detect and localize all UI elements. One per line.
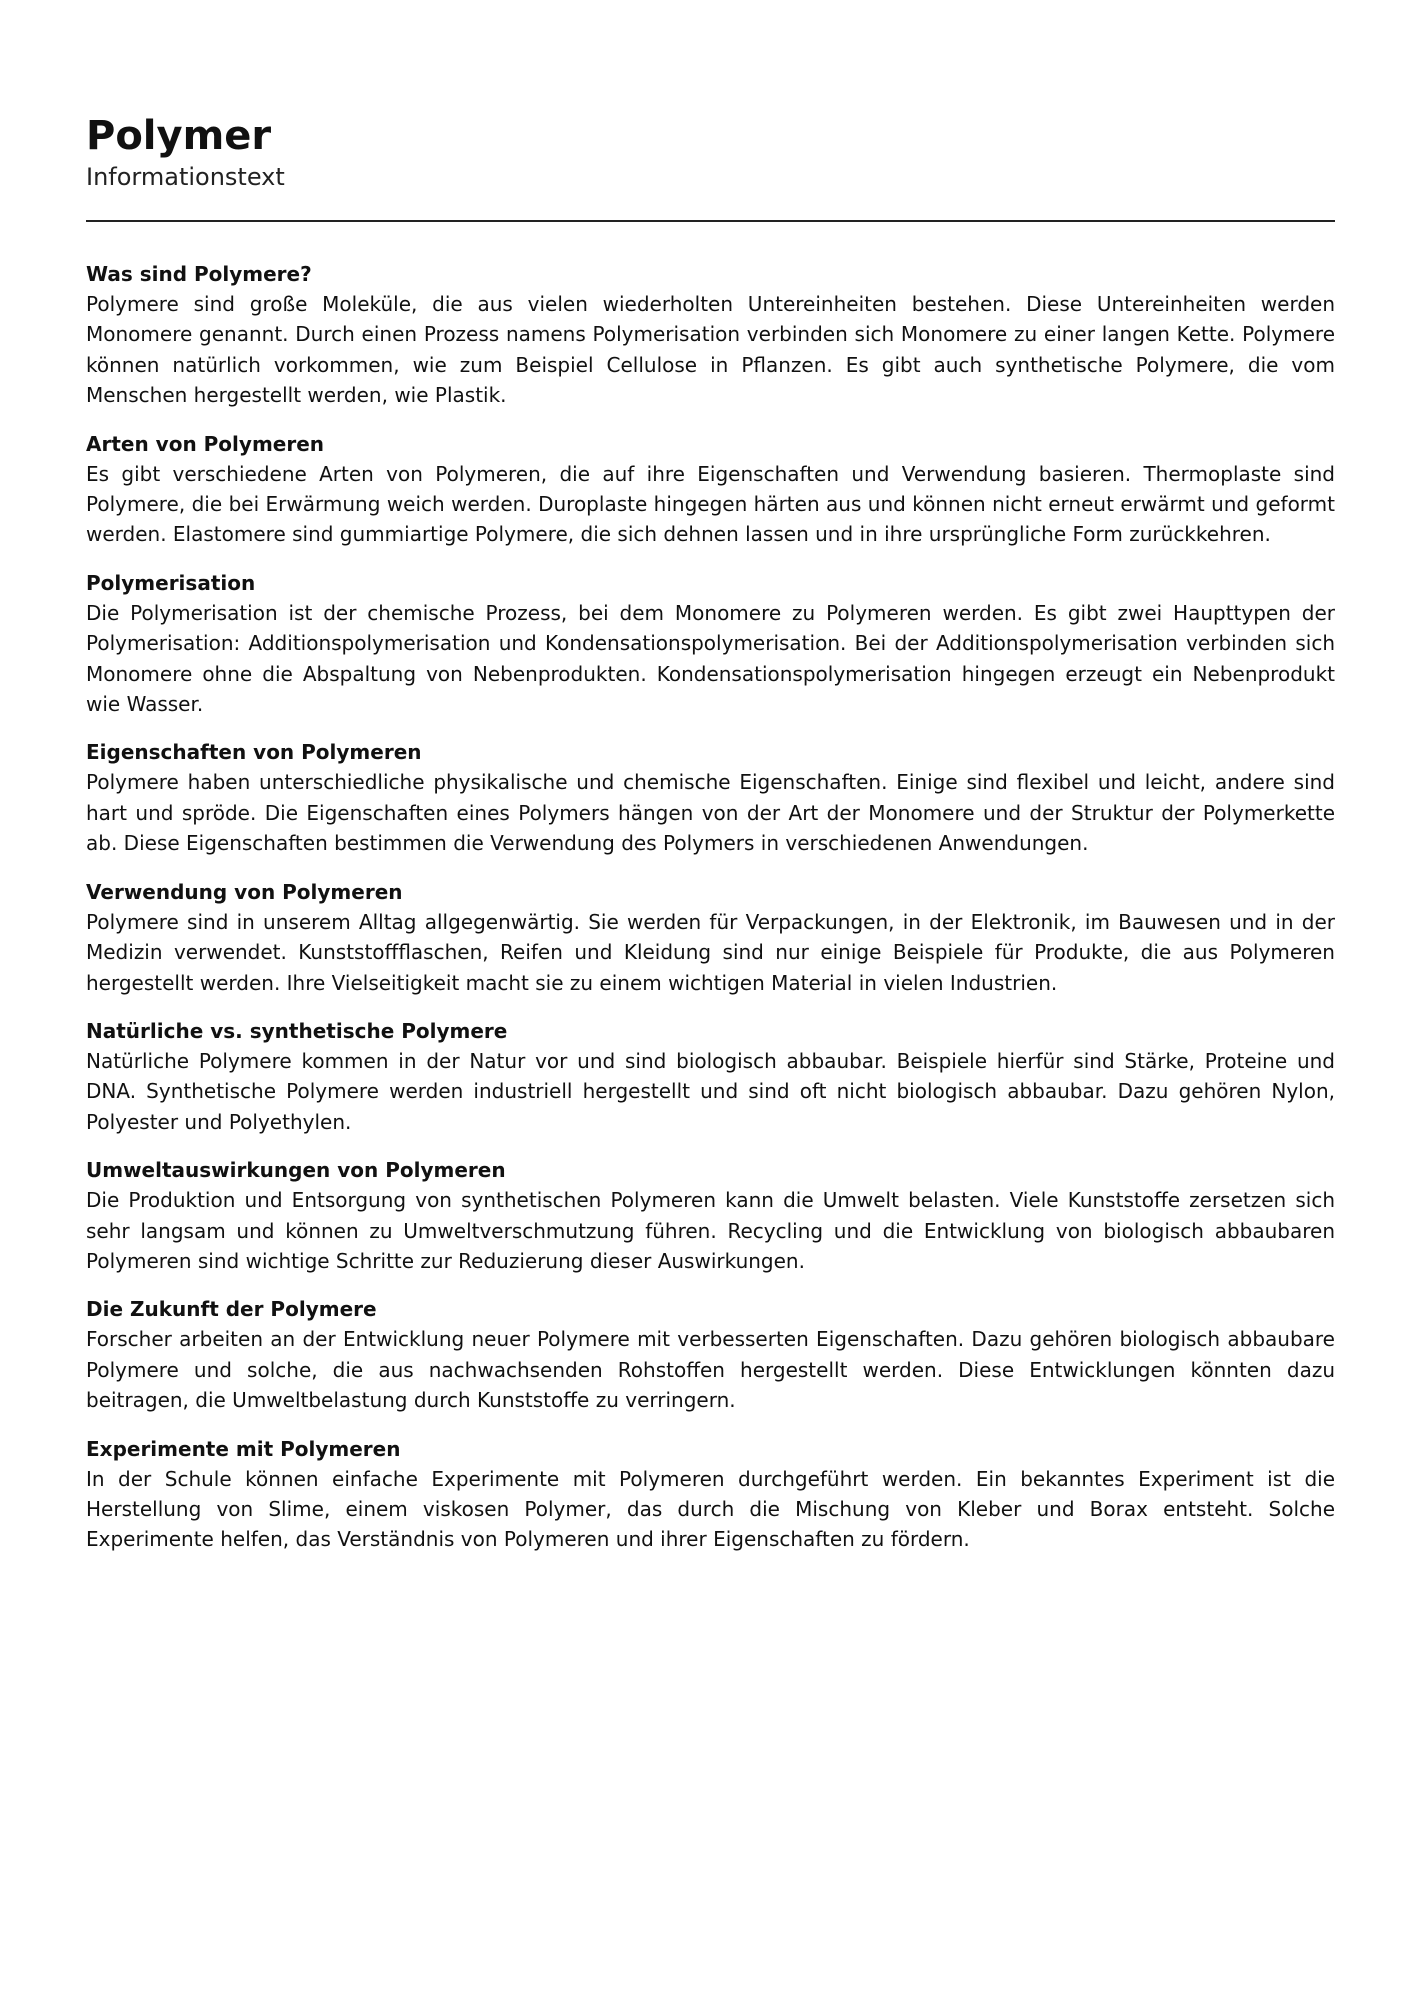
section-body: Polymere sind große Moleküle, die aus vielen wiederholten Untereinheiten bestehen. Diese Untereinheiten werden Monomere genannt. Durch einen Prozess namens Polymerisation verbinden sich Monomere zu einer langen Kette. Polymere können natürlich vorkommen, wie zum Beispiel Cellulose in Pflanzen. Es gibt auch synthetische Polymere, die vom Menschen hergestellt werden, wie Plastik. xyxy=(86,292,1335,408)
section-heading: Experimente mit Polymeren xyxy=(86,1436,401,1461)
section-body: Polymere haben unterschiedliche physikalische und chemische Eigenschaften. Einige sind flexibel und leicht, andere sind hart und spröde. Die Eigenschaften eines Polymers hängen von der Art der Monomere und der Struktur der Polymerkette ab. Diese Eigenschaften bestimmen die Verwendung des Polymers in verschiedenen Anwendungen. xyxy=(86,770,1335,856)
section-natuerlich-vs-synthetisch xyxy=(86,1016,1335,1137)
section-body: Die Polymerisation ist der chemische Prozess, bei dem Monomere zu Polymeren werden. Es gibt zwei Haupttypen der Polymerisation: Additionspolymerisation und Kondensationspolymerisation. Bei der Additionspolymerisation verbinden sich Monomere ohne die Abspaltung von Nebenprodukten. Kondensationspolymerisation hingegen erzeugt ein Nebenprodukt wie Wasser. xyxy=(86,600,1335,717)
section-eigenschaften xyxy=(86,737,1335,858)
document-subtitle: Informationstext xyxy=(86,163,285,191)
header-divider xyxy=(86,220,1335,222)
section-heading: Arten von Polymeren xyxy=(86,431,325,456)
section-heading: Umweltauswirkungen von Polymeren xyxy=(86,1158,506,1183)
section-heading: Eigenschaften von Polymeren xyxy=(86,740,422,765)
section-body: Es gibt verschiedene Arten von Polymeren, die auf ihre Eigenschaften und Verwendung basieren. Thermoplaste sind Polymere, die bei Erwärmung weich werden. Duroplaste hingegen härten aus und können nicht erneut erwärmt und geformt werden. Elastomere sind gummiartige Polymere, die sich dehnen lassen und in ihre ursprüngliche Form zurückkehren. xyxy=(86,461,1335,547)
section-umweltauswirkungen xyxy=(86,1155,1335,1276)
section-body: Die Produktion und Entsorgung von synthetischen Polymeren kann die Umwelt belasten. Viele Kunststoffe zersetzen sich sehr langsam und können zu Umweltverschmutzung führen. Recycling und die Entwicklung von biologisch abbaubaren Polymeren sind wichtige Schritte zur Reduzierung dieser Auswirkungen. xyxy=(86,1188,1335,1273)
section-heading: Natürliche vs. synthetische Polymere xyxy=(86,1018,508,1043)
section-body: Forscher arbeiten an der Entwicklung neuer Polymere mit verbesserten Eigenschaften. Dazu gehören biologisch abbaubare Polymere und solche, die aus nachwachsenden Rohstoffen hergestellt werden. Diese Entwicklungen könnten dazu beitragen, die Umweltbelastung durch Kunststoffe zu verringern. xyxy=(86,1327,1335,1413)
section-body: Polymere sind in unserem Alltag allgegenwärtig. Sie werden für Verpackungen, in der Elektronik, im Bauwesen und in der Medizin verwendet. Kunststoffflaschen, Reifen und Kleidung sind nur einige Beispiele für Produkte, die aus Polymeren hergestellt werden. Ihre Vielseitigkeit macht sie zu einem wichtigen Material in vielen Industrien. xyxy=(86,909,1335,995)
section-body: Natürliche Polymere kommen in der Natur vor und sind biologisch abbaubar. Beispiele hierfür sind Stärke, Proteine und DNA. Synthetische Polymere werden industriell hergestellt und sind oft nicht biologisch abbaubar. Dazu gehören Nylon, Polyester und Polyethylen. xyxy=(86,1048,1335,1134)
section-polymerisation xyxy=(86,568,1335,720)
document-title: Polymer xyxy=(86,113,272,159)
section-body: In der Schule können einfache Experimente mit Polymeren durchgeführt werden. Ein bekanntes Experiment ist die Herstellung von Slime, einem viskosen Polymer, das durch die Mischung von Kleber und Borax entsteht. Solche Experimente helfen, das Verständnis von Polymeren und ihrer Eigenschaften zu fördern. xyxy=(86,1466,1335,1552)
section-heading: Was sind Polymere? xyxy=(86,262,312,286)
section-heading: Die Zukunft der Polymere xyxy=(86,1297,377,1322)
section-heading: Verwendung von Polymeren xyxy=(86,879,403,904)
section-was-sind-polymere xyxy=(86,259,1335,411)
section-arten-von-polymeren xyxy=(86,429,1335,550)
section-experimente xyxy=(86,1434,1335,1555)
section-zukunft xyxy=(86,1294,1335,1415)
section-heading: Polymerisation xyxy=(86,570,256,595)
section-verwendung xyxy=(86,877,1335,998)
document-body xyxy=(86,259,1335,1573)
